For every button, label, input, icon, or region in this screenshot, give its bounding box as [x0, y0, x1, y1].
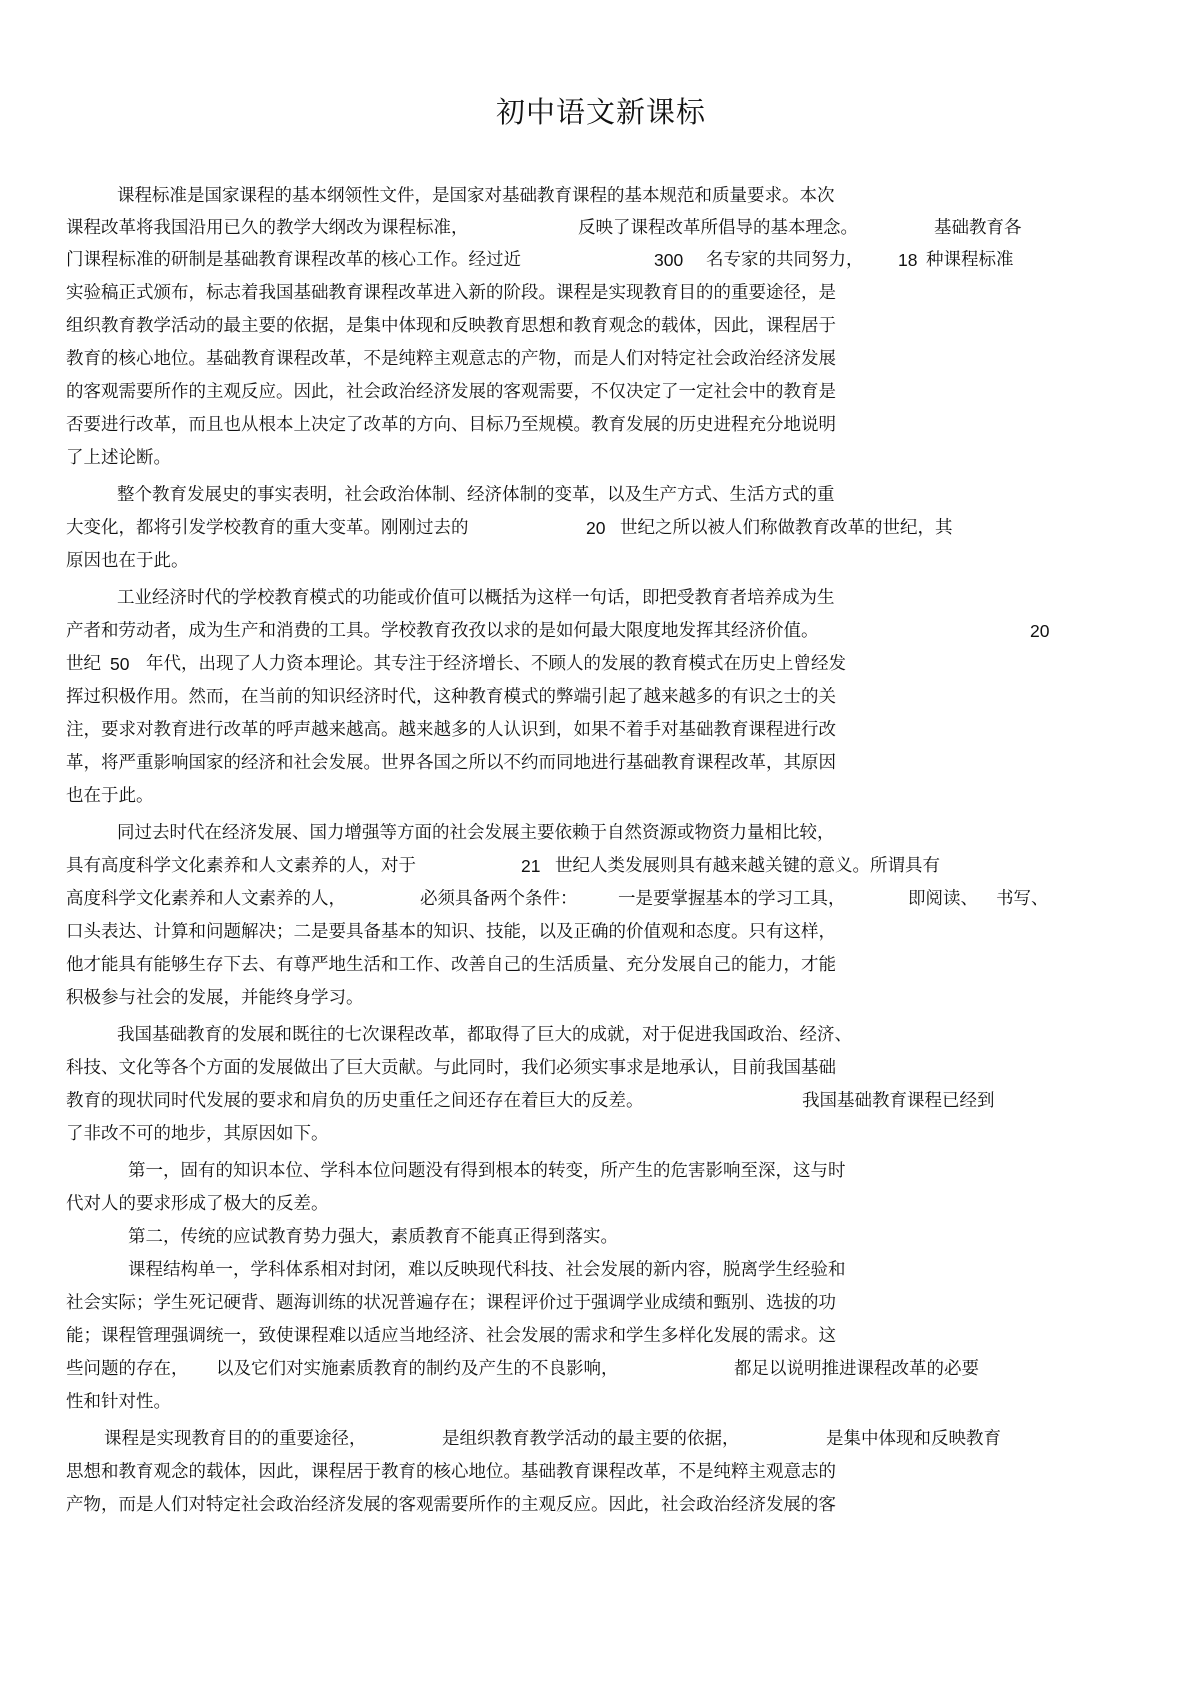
- text-line: [0, 851, 1202, 881]
- text-segment: 书写、: [996, 889, 1049, 909]
- text-segment: 我国基础教育的发展和既往的七次课程改革，都取得了巨大的成就，对于促进我国政治、经济、: [117, 1025, 852, 1045]
- text-segment: 20: [1030, 621, 1050, 641]
- text-line: [0, 1354, 1202, 1384]
- text-line: [0, 1020, 1202, 1050]
- text-segment: 基础教育各: [934, 218, 1022, 238]
- text-segment: 他才能具有能够生存下去、有尊严地生活和工作、改善自己的生活质量、充分发展自己的能力，才能: [66, 955, 836, 975]
- text-segment: 口头表达、计算和问题解决；二是要具备基本的知识、技能，以及正确的价值观和态度。只有这样，: [66, 922, 836, 942]
- text-line: [0, 1321, 1202, 1351]
- text-line: [0, 1119, 1202, 1149]
- text-segment: 我国基础教育课程已经到: [802, 1091, 995, 1111]
- text-line: [0, 1053, 1202, 1083]
- text-segment: 革，将严重影响国家的经济和社会发展。世界各国之所以不约而同地进行基础教育课程改革，其原因: [66, 753, 836, 773]
- text-segment: 18: [898, 250, 918, 270]
- text-segment: 300: [654, 250, 684, 270]
- text-segment: 大变化，都将引发学校教育的重大变革。刚刚过去的: [66, 518, 469, 538]
- text-segment: 第一，固有的知识本位、学科本位问题没有得到根本的转变，所产生的危害影响至深，这与时: [128, 1161, 846, 1181]
- text-line: [0, 1189, 1202, 1219]
- text-line: [0, 583, 1202, 613]
- text-segment: 组织教育教学活动的最主要的依据，是集中体现和反映教育思想和教育观念的载体，因此，课程居于: [66, 316, 836, 336]
- text-segment: 积极参与社会的发展，并能终身学习。: [66, 988, 364, 1008]
- text-line: [0, 344, 1202, 374]
- text-line: [0, 546, 1202, 576]
- text-line: [0, 1457, 1202, 1487]
- text-line: [0, 715, 1202, 745]
- text-line: [0, 884, 1202, 914]
- text-segment: 挥过积极作用。然而，在当前的知识经济时代，这种教育模式的弊端引起了越来越多的有识之士的关: [66, 687, 836, 707]
- text-segment: 是集中体现和反映教育: [826, 1429, 1001, 1449]
- text-segment: 门课程标准的研制是基础教育课程改革的核心工作。经过近: [66, 250, 521, 270]
- text-line: [0, 649, 1202, 679]
- text-line: [0, 1490, 1202, 1520]
- text-segment: 世纪人类发展则具有越来越关键的意义。所谓具有: [555, 856, 940, 876]
- text-segment: 必须具备两个条件：: [420, 889, 578, 909]
- text-segment: 工业经济时代的学校教育模式的功能或价值可以概括为这样一句话，即把受教育者培养成为生: [117, 588, 835, 608]
- document-title: 初中语文新课标: [495, 95, 706, 129]
- text-segment: 是组织教育教学活动的最主要的依据，: [442, 1429, 740, 1449]
- text-segment: 第二，传统的应试教育势力强大，素质教育不能真正得到落实。: [128, 1227, 618, 1247]
- text-segment: 教育的核心地位。基础教育课程改革，不是纯粹主观意志的产物，而是人们对特定社会政治经济发展: [66, 349, 836, 369]
- text-segment: 产者和劳动者，成为生产和消费的工具。学校教育孜孜以求的是如何最大限度地发挥其经济价值。: [66, 621, 819, 641]
- text-line: [0, 377, 1202, 407]
- text-segment: 产物，而是人们对特定社会政治经济发展的客观需要所作的主观反应。因此，社会政治经济发展的客: [66, 1495, 836, 1515]
- text-segment: 具有高度科学文化素养和人文素养的人，对于: [66, 856, 416, 876]
- text-segment: 社会实际；学生死记硬背、题海训练的状况普遍存在；课程评价过于强调学业成绩和甄别、选拔的功: [66, 1293, 836, 1313]
- text-line: [0, 1288, 1202, 1318]
- text-segment: 能；课程管理强调统一，致使课程难以适应当地经济、社会发展的需求和学生多样化发展的需求。这: [66, 1326, 836, 1346]
- text-line: [0, 1086, 1202, 1116]
- text-segment: 一是要掌握基本的学习工具，: [618, 889, 846, 909]
- text-segment: 实验稿正式颁布，标志着我国基础教育课程改革进入新的阶段。课程是实现教育目的的重要途径，是: [66, 283, 836, 303]
- text-segment: 了非改不可的地步，其原因如下。: [66, 1124, 329, 1144]
- text-segment: 反映了课程改革所倡导的基本理念。: [578, 218, 858, 238]
- text-segment: 代对人的要求形成了极大的反差。: [66, 1194, 329, 1214]
- text-segment: 课程是实现教育目的的重要途径，: [104, 1429, 367, 1449]
- text-segment: 世纪: [66, 654, 101, 674]
- text-line: [0, 1255, 1202, 1285]
- text-line: [0, 1156, 1202, 1186]
- text-segment: 否要进行改革，而且也从根本上决定了改革的方向、目标乃至规模。教育发展的历史进程充分地说明: [66, 415, 836, 435]
- text-line: [0, 616, 1202, 646]
- text-segment: 整个教育发展史的事实表明，社会政治体制、经济体制的变革，以及生产方式、生活方式的重: [117, 485, 835, 505]
- text-segment: 原因也在于此。: [66, 551, 189, 571]
- text-segment: 年代，出现了人力资本理论。其专注于经济增长、不顾人的发展的教育模式在历史上曾经发: [146, 654, 846, 674]
- text-segment: 性和针对性。: [66, 1392, 171, 1412]
- text-segment: 注，要求对教育进行改革的呼声越来越高。越来越多的人认识到，如果不着手对基础教育课程进行改: [66, 720, 836, 740]
- text-segment: 以及它们对实施素质教育的制约及产生的不良影响，: [216, 1359, 619, 1379]
- text-segment: 课程标准是国家课程的基本纲领性文件，是国家对基础教育课程的基本规范和质量要求。本次: [117, 186, 835, 206]
- text-segment: 的客观需要所作的主观反应。因此，社会政治经济发展的客观需要，不仅决定了一定社会中的教育是: [66, 382, 836, 402]
- text-segment: 20: [586, 518, 606, 538]
- text-line: [0, 311, 1202, 341]
- text-line: [0, 480, 1202, 510]
- text-segment: 都足以说明推进课程改革的必要: [734, 1359, 979, 1379]
- text-segment: 名专家的共同努力，: [706, 250, 864, 270]
- text-segment: 同过去时代在经济发展、国力增强等方面的社会发展主要依赖于自然资源或物资力量相比较，: [117, 823, 835, 843]
- text-line: [0, 682, 1202, 712]
- text-line: [0, 950, 1202, 980]
- text-segment: 科技、文化等各个方面的发展做出了巨大贡献。与此同时，我们必须实事求是地承认，目前我国基础: [66, 1058, 836, 1078]
- text-segment: 50: [110, 654, 130, 674]
- text-line: [0, 1387, 1202, 1417]
- text-line: [0, 1222, 1202, 1252]
- text-segment: 即阅读、: [908, 889, 978, 909]
- text-segment: 些问题的存在，: [66, 1359, 189, 1379]
- text-line: [0, 213, 1202, 243]
- text-line: [0, 245, 1202, 275]
- text-line: [0, 917, 1202, 947]
- text-segment: 高度科学文化素养和人文素养的人，: [66, 889, 346, 909]
- text-line: [0, 513, 1202, 543]
- text-segment: 世纪之所以被人们称做教育改革的世纪，其: [620, 518, 953, 538]
- text-segment: 课程结构单一，学科体系相对封闭，难以反映现代科技、社会发展的新内容，脱离学生经验和: [128, 1260, 846, 1280]
- text-segment: 教育的现状同时代发展的要求和肩负的历史重任之间还存在着巨大的反差。: [66, 1091, 644, 1111]
- text-segment: 也在于此。: [66, 786, 154, 806]
- text-line: [0, 181, 1202, 211]
- text-segment: 21: [521, 856, 541, 876]
- text-line: [0, 748, 1202, 778]
- text-line: [0, 410, 1202, 440]
- text-segment: 了上述论断。: [66, 448, 171, 468]
- text-line: [0, 278, 1202, 308]
- text-segment: 种课程标准: [926, 250, 1014, 270]
- text-line: [0, 781, 1202, 811]
- text-line: [0, 818, 1202, 848]
- text-line: [0, 1424, 1202, 1454]
- text-segment: 课程改革将我国沿用已久的教学大纲改为课程标准，: [66, 218, 469, 238]
- text-segment: 思想和教育观念的载体，因此，课程居于教育的核心地位。基础教育课程改革，不是纯粹主观意志的: [66, 1462, 836, 1482]
- text-line: [0, 983, 1202, 1013]
- text-line: [0, 443, 1202, 473]
